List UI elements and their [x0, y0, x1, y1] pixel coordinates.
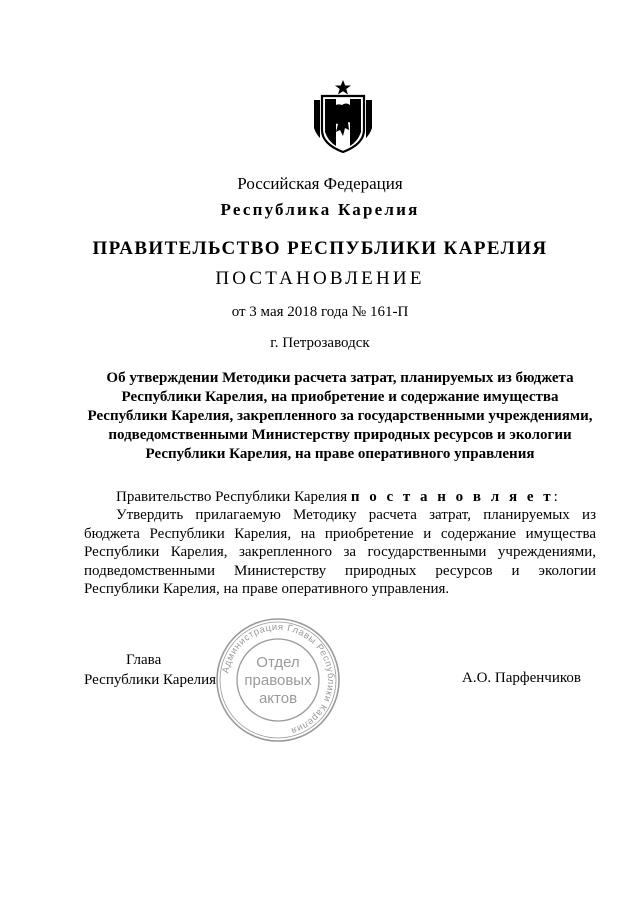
city: г. Петрозаводск	[270, 335, 370, 351]
intro-spaced-verb: п о с т а н о в л я е т	[350, 489, 554, 505]
body-line: подведомственными Министерству природных ресурсов и экологии	[84, 562, 596, 579]
signatory-position	[84, 650, 216, 690]
document-type: ПОСТАНОВЛЕНИЕ	[215, 268, 425, 289]
position-line: Республики Карелия	[84, 672, 217, 688]
stamp-line: Отдел	[256, 654, 300, 671]
title-line: подведомственными Министерству природных ресурсов и экологии	[108, 427, 572, 443]
stamp-line: правовых	[244, 672, 312, 689]
body-line: бюджета Республики Карелия, на приобретение и содержание имущества	[84, 525, 596, 542]
body-line: Республики Карелия, закрепленного за государственными учреждениями,	[84, 544, 596, 561]
document-title	[80, 369, 600, 464]
republic-name: Республика Карелия	[220, 200, 420, 219]
country-name: Российская Федерация	[237, 174, 403, 193]
intro-paragraph	[84, 488, 596, 506]
intro-text: Правительство Республики Карелия	[116, 489, 351, 505]
stamp-line: актов	[258, 690, 298, 707]
date-and-number: от 3 мая 2018 года № 161-П	[231, 304, 409, 320]
government-name: ПРАВИТЕЛЬСТВО РЕСПУБЛИКИ КАРЕЛИЯ	[92, 238, 548, 259]
signatory-name: А.О. Парфенчиков	[462, 670, 581, 686]
title-line: Об утверждении Методики расчета затрат, планируемых из бюджета	[106, 370, 574, 386]
title-line: Республики Карелия, на приобретение и содержание имущества	[121, 389, 559, 405]
position-line: Глава	[126, 652, 162, 668]
body-line: Утвердить прилагаемую Методику расчета затрат, планируемых из	[116, 507, 596, 524]
official-stamp	[214, 616, 342, 744]
document-body	[84, 488, 596, 598]
title-line: Республики Карелия, на праве оперативного управления	[145, 446, 535, 462]
stamp-ring-text: Администрация Главы Республики Карелия	[220, 621, 337, 737]
body-line: Республики Карелия, на праве оперативного управления.	[84, 581, 450, 598]
karelia-coat-of-arms-icon	[312, 78, 374, 156]
intro-end: :	[553, 489, 558, 505]
title-line: Республики Карелия, закрепленного за государственными учреждениями,	[87, 408, 593, 424]
